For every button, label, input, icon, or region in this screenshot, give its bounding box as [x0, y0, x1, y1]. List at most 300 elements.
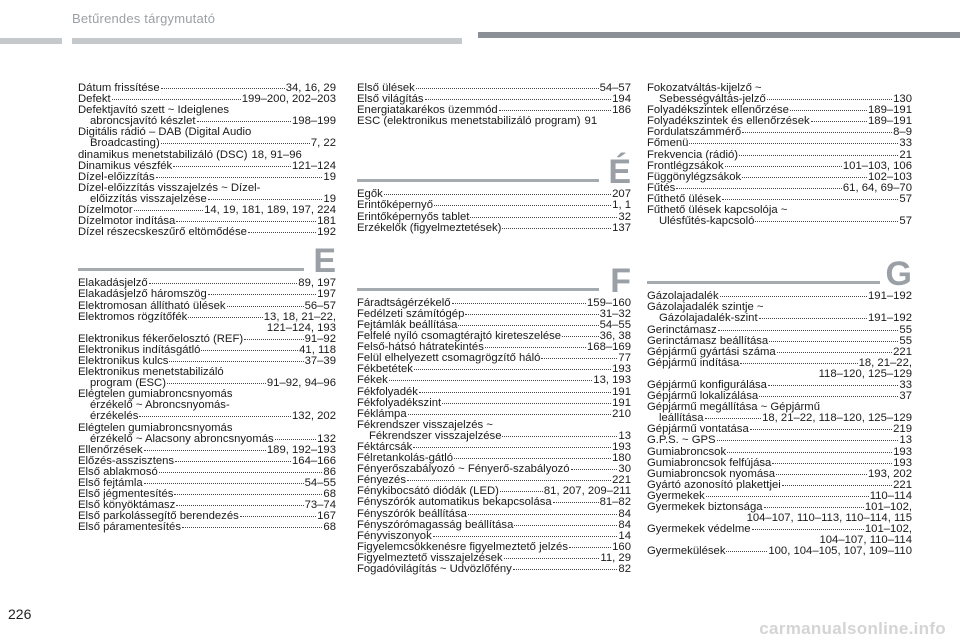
index-entry-pages: 21 — [899, 149, 912, 161]
index-entry-label: Első világítás — [357, 94, 424, 106]
index-entry-label: Fékrendszer visszajelzés ~ — [357, 419, 493, 431]
index-entry — [647, 105, 912, 116]
index-entry-label: Fokozatváltás-kijelző ~ — [647, 83, 762, 94]
index-entry-pages: 164–166 — [292, 455, 336, 467]
index-entry-label: Fékbetétek — [357, 364, 413, 376]
index-entry-label: Félretankolás-gátló — [357, 453, 454, 465]
index-entry — [647, 424, 912, 435]
index-entry — [357, 453, 631, 464]
index-entry-label: Függönylégzsákok — [647, 171, 742, 183]
index-entry — [357, 520, 631, 531]
dot-leader — [182, 526, 322, 528]
dot-leader — [553, 501, 599, 503]
letter-heading-g — [647, 255, 912, 294]
index-entry-label: Fényszórók automatikus bekapcsolása — [357, 497, 552, 509]
index-entry-label: Fényerőszabályozó ~ Fényerő-szabályozó — [357, 464, 570, 476]
index-entry — [647, 116, 912, 127]
index-entry-label: Fényviszonyok — [357, 530, 432, 542]
index-entry — [78, 478, 336, 489]
letter-e: E — [313, 242, 336, 281]
index-entry-label: érzékelő ~ Alacsony abroncsnyomás — [90, 433, 274, 445]
index-entry — [357, 387, 631, 398]
index-entry-label: Fékrendszer visszajelzése — [369, 430, 502, 442]
index-entry-label: érzékelés — [90, 411, 139, 423]
index-entry — [647, 336, 912, 347]
index-entry-pages: 219 — [893, 424, 912, 436]
index-entry-label: Fejtámlák beállítása — [357, 319, 458, 331]
index-group-f-cont — [647, 83, 912, 227]
dot-leader — [452, 302, 586, 304]
index-entry-pages: 104–107, 110–114 — [819, 535, 912, 547]
index-group-f — [357, 298, 631, 575]
index-entry-label: Gépjármű indítása — [647, 357, 740, 369]
index-entry-pages: 33 — [899, 138, 912, 150]
index-entry — [647, 313, 912, 324]
index-entry-label: ESC (elektronikus menetstabilizáló program) — [357, 116, 581, 128]
index-entry — [357, 309, 631, 320]
dot-leader — [208, 198, 323, 200]
index-entry — [78, 83, 336, 94]
letter-heading-e — [78, 242, 336, 281]
dot-leader — [433, 535, 618, 537]
dot-leader — [782, 484, 892, 486]
dot-leader — [769, 340, 898, 342]
dot-leader — [764, 506, 864, 508]
dot-leader — [414, 368, 611, 370]
index-entry-label: Gyártó azonosító plakettjei — [647, 479, 781, 491]
index-entry-pages: 19 — [323, 171, 336, 183]
index-entry-label: Első páramentesítés — [78, 522, 181, 534]
index-entry — [357, 564, 631, 575]
index-entry — [647, 172, 912, 183]
index-entry-pages: 86 — [323, 466, 336, 478]
index-entry-pages: 14 — [618, 530, 631, 542]
index-entry-pages: 82 — [618, 564, 631, 575]
index-entry — [647, 546, 912, 557]
index-entry-label: Elektronikus fékerőelosztó (REF) — [78, 333, 244, 345]
dot-leader — [465, 313, 598, 315]
dot-leader — [240, 515, 316, 517]
dot-leader — [742, 176, 867, 178]
index-entry-pages: 13, 193 — [593, 375, 631, 387]
index-entry-label: Elektronikus menetstabilizáló — [78, 367, 224, 379]
index-entry — [357, 531, 631, 542]
index-entry-label: Előzés-asszisztens — [78, 455, 175, 467]
index-entry — [78, 389, 336, 400]
index-entry — [78, 116, 336, 127]
dot-leader — [169, 360, 303, 362]
index-entry-label: Fékek — [357, 375, 388, 387]
index-entry — [78, 467, 336, 478]
dot-leader — [419, 391, 611, 393]
index-group-e — [78, 278, 336, 533]
letter-rule — [647, 281, 880, 284]
dot-leader — [454, 457, 611, 459]
index-entry-pages: 194 — [612, 94, 631, 106]
index-entry — [647, 469, 912, 480]
index-entry-label: Frontlégzsákok — [647, 160, 724, 172]
index-entry-label: Első jégmentesítés — [78, 489, 174, 501]
index-entry-label: Gumiabroncsok nyomása — [647, 468, 776, 480]
index-group-g — [647, 291, 912, 557]
index-entry-label: Elektromosan állítható ülések — [78, 300, 226, 312]
watermark: carmanualsonline.info — [759, 619, 946, 638]
index-entry — [78, 227, 336, 238]
index-entry-label: Elégtelen gumiabroncsnyomás — [78, 389, 233, 401]
index-entry-pages: 91–92, 94–96 — [266, 378, 336, 390]
dot-leader — [776, 473, 867, 475]
dot-leader — [149, 282, 298, 284]
index-entry-pages: 68 — [323, 522, 336, 534]
index-entry-pages: 84 — [618, 508, 631, 520]
index-entry — [357, 398, 631, 409]
index-entry-pages: 193, 202 — [868, 468, 912, 480]
dot-leader — [174, 493, 322, 495]
index-entry-label: G.P.S. ~ GPS — [647, 435, 716, 447]
index-entry — [78, 289, 336, 300]
index-entry — [78, 172, 336, 183]
dot-leader — [416, 87, 599, 89]
index-entry-pages: 55 — [899, 335, 912, 347]
dot-leader — [706, 495, 869, 497]
dot-leader — [176, 504, 303, 506]
index-entry-label: Fűtés — [647, 182, 676, 194]
dot-leader — [750, 428, 892, 430]
index-entry-pages: 189–191 — [868, 116, 912, 128]
index-entry — [647, 302, 912, 313]
index-entry — [78, 334, 336, 345]
index-entry — [78, 434, 336, 445]
index-entry-label: dinamikus menetstabilizáló (DSC) — [78, 149, 248, 161]
index-entry — [647, 94, 912, 105]
index-entry — [647, 291, 912, 302]
index-entry-label: Gyermekek biztonsága — [647, 502, 763, 513]
index-entry-pages: 61, 64, 69–70 — [842, 182, 912, 194]
index-entry — [357, 353, 631, 364]
dot-leader — [434, 204, 611, 206]
index-entry-label: Fűthető ülések kapcsolója ~ — [647, 205, 788, 217]
index-entry — [78, 345, 336, 356]
index-entry-pages: 160 — [612, 541, 631, 553]
index-entry — [78, 216, 336, 227]
dot-leader — [408, 413, 612, 415]
index-entry — [357, 364, 631, 375]
dot-leader — [772, 462, 892, 464]
dot-leader — [739, 154, 898, 156]
dot-leader — [188, 316, 263, 318]
index-entry-label: Fényszórók beállítása — [357, 508, 467, 520]
letter-g: G — [885, 255, 912, 294]
dot-leader — [244, 338, 303, 340]
dot-leader — [156, 176, 323, 178]
index-entry-label: érzékelő ~ Abroncsnyomás- — [90, 400, 230, 412]
index-entry — [357, 542, 631, 553]
dot-leader — [502, 227, 611, 229]
index-entry-label: Fényszórómagasság beállítása — [357, 519, 514, 531]
dot-leader — [425, 98, 612, 100]
index-entry — [357, 497, 631, 508]
index-entry — [647, 502, 912, 513]
index-entry-label: Gumiabroncsok felfújása — [647, 457, 772, 469]
index-entry-pages: 13, 18, 21–22, — [263, 311, 336, 323]
dot-leader — [689, 142, 898, 144]
letter-heading-e-acute — [357, 153, 631, 192]
index-entry — [647, 447, 912, 458]
index-entry-label: Figyelemcsökkenésre figyelmeztető jelzés — [357, 541, 568, 553]
index-entry-pages: 221 — [893, 346, 912, 358]
index-entry-pages: 130 — [893, 94, 912, 106]
index-entry-label: Felfelé nyíló csomagtérajtó kireteszelése — [357, 331, 562, 343]
dot-leader — [413, 446, 611, 448]
index-entry-label: Elakadásjelző háromszög — [78, 289, 207, 301]
dot-leader — [705, 417, 761, 419]
index-entry — [357, 223, 631, 234]
index-entry-pages: 81–82 — [599, 497, 631, 509]
index-entry-pages: 13 — [899, 435, 912, 447]
index-entry-pages: 207 — [612, 189, 631, 201]
index-entry-label: Gépjármű gyártási száma — [647, 346, 776, 358]
index-entry-label: Gázolajadalék — [647, 291, 719, 303]
index-entry-pages: 89, 197 — [298, 278, 336, 290]
index-entry — [647, 205, 912, 216]
index-entry-pages: 41, 118 — [299, 344, 336, 356]
index-entry-pages: 18, 91–96 — [251, 149, 302, 161]
index-entry-pages: 197 — [317, 289, 336, 301]
index-entry-pages: 118–120, 125–129 — [818, 368, 912, 380]
index-entry — [357, 212, 631, 223]
dot-leader — [389, 379, 593, 381]
index-entry — [78, 511, 336, 522]
index-entry — [78, 194, 336, 205]
dot-leader — [161, 87, 285, 89]
dot-leader — [134, 209, 203, 211]
index-entry-label: Felül elhelyezett csomagrögzítő háló — [357, 353, 541, 365]
index-entry-label: Elektronikus kulcs — [78, 355, 169, 367]
index-entry-pages: 102–103 — [868, 171, 912, 183]
index-entry-label: Dízel részecskeszűrő eltömődése — [78, 227, 247, 239]
index-entry-pages: 18, 21–22, — [858, 357, 912, 369]
index-entry-pages: 132 — [317, 433, 336, 445]
index-entry — [647, 413, 912, 424]
index-entry-pages: 84 — [618, 519, 631, 531]
index-entry — [647, 161, 912, 172]
index-entry-label: Dízelmotor — [78, 205, 133, 217]
index-entry-label: előizzítás visszajelzése — [90, 193, 207, 205]
index-entry-label: Digitális rádió – DAB (Digital Audio — [78, 127, 252, 139]
dot-leader — [768, 384, 898, 386]
index-entry-pages: 7, 22 — [310, 138, 336, 150]
dot-leader — [275, 438, 316, 440]
dot-leader — [208, 293, 316, 295]
index-entry-pages: 13 — [618, 430, 631, 442]
index-entry-pages: 168–169 — [587, 342, 631, 354]
index-entry-pages: 101–102, — [864, 502, 912, 513]
index-entry — [78, 150, 336, 161]
index-entry-pages: 101–103, 106 — [842, 160, 912, 172]
index-entry-label: Első ülések — [357, 83, 415, 94]
index-entry — [357, 420, 631, 431]
index-group-e-acute — [357, 189, 631, 233]
index-entry-pages: 37–39 — [304, 355, 336, 367]
index-entry — [357, 298, 631, 309]
index-entry-pages: 100, 104–105, 107, 109–110 — [768, 546, 912, 558]
dot-leader — [468, 513, 618, 515]
letter-f: F — [610, 261, 631, 300]
index-entry — [647, 194, 912, 205]
index-entry-label: Dátum frissítése — [78, 83, 160, 94]
header-bar-middle — [72, 38, 462, 44]
dot-leader — [725, 165, 842, 167]
index-entry — [357, 189, 631, 200]
index-entry — [357, 105, 631, 116]
page-number: 226 — [8, 606, 32, 622]
index-entry — [357, 486, 631, 497]
dot-leader — [777, 351, 892, 353]
dot-leader — [407, 479, 611, 481]
index-entry-pages: 198–199 — [292, 116, 336, 128]
header-bar-right — [478, 32, 960, 38]
dot-leader — [569, 546, 611, 548]
index-entry-pages: 32 — [618, 211, 631, 223]
index-entry-pages: 189–191 — [868, 105, 912, 117]
index-entry — [357, 342, 631, 353]
dot-leader — [752, 528, 864, 530]
index-entry — [357, 320, 631, 331]
index-entry-continuation — [78, 323, 336, 334]
dot-leader — [470, 216, 617, 218]
dot-leader — [502, 435, 617, 437]
dot-leader — [167, 382, 266, 384]
index-entry — [78, 400, 336, 411]
index-column-3 — [647, 83, 912, 557]
dot-leader — [759, 317, 867, 319]
dot-leader — [176, 220, 316, 222]
index-entry-label: Fogadóvilágítás ~ Üdvözlőfény — [357, 564, 512, 575]
index-entry — [357, 475, 631, 486]
index-entry-pages: 137 — [612, 222, 631, 234]
index-entry — [647, 435, 912, 446]
index-entry-label: Féklámpa — [357, 408, 407, 420]
index-entry-pages: 193 — [612, 364, 631, 376]
dot-leader — [514, 524, 617, 526]
dot-leader — [197, 120, 292, 122]
dot-leader — [759, 395, 898, 397]
index-entry-label: program (ESC) — [90, 378, 166, 390]
page-header-title: Betűrendes tárgymutató — [72, 11, 216, 26]
index-entry — [357, 431, 631, 442]
index-entry — [647, 216, 912, 227]
letter-rule — [357, 288, 599, 291]
index-entry-label: Dízel-előizzítás visszajelzés ~ Dízel- — [78, 182, 261, 194]
index-entry — [647, 358, 912, 369]
dot-leader — [720, 295, 867, 297]
index-entry-pages: 121–124 — [292, 160, 336, 172]
index-entry — [78, 312, 336, 323]
index-entry-label: Fénykibocsátó diódák (LED) — [357, 486, 499, 498]
index-entry-label: Folyadékszintek ellenőrzése — [647, 105, 789, 117]
index-entry-label: Gépjármű lokalizálása — [647, 391, 759, 403]
dot-leader — [571, 468, 618, 470]
index-entry-label: leállítása — [659, 413, 704, 425]
index-entry-pages: 34, 16, 29 — [285, 83, 336, 94]
index-entry-pages: 193 — [893, 446, 912, 458]
letter-rule — [357, 179, 599, 182]
index-entry-continuation — [647, 369, 912, 380]
index-entry-pages: 221 — [893, 479, 912, 491]
index-entry-pages: 55 — [899, 324, 912, 336]
index-entry-label: Broadcasting) — [90, 138, 160, 150]
letter-e-acute: É — [608, 153, 631, 192]
index-entry-pages: 101–102, — [864, 524, 912, 536]
index-entry — [357, 375, 631, 386]
index-entry-label: Folyadékszintek és ellenőrzések — [647, 116, 810, 128]
index-entry — [357, 83, 631, 94]
index-entry — [78, 278, 336, 289]
index-entry — [647, 150, 912, 161]
index-entry — [78, 94, 336, 105]
index-entry-label: Fényezés — [357, 475, 406, 487]
dot-leader — [173, 165, 291, 167]
index-entry-pages: 193 — [612, 441, 631, 453]
index-entry — [78, 500, 336, 511]
index-entry-pages: 8–9 — [893, 127, 912, 139]
index-entry-label: Fordulatszámmérő — [647, 127, 742, 139]
index-entry-pages: 57 — [899, 193, 912, 205]
index-entry — [357, 116, 631, 127]
dot-leader — [513, 568, 618, 570]
index-entry-pages: 199–200, 202–203 — [241, 94, 336, 106]
index-entry-label: Ellenőrzések — [78, 444, 143, 456]
index-entry-pages: 81, 207, 209–211 — [543, 486, 631, 498]
index-entry-label: Gyermekülések — [647, 546, 726, 558]
index-entry — [78, 378, 336, 389]
index-entry-label: Gépjármű konfigurálása — [647, 379, 767, 391]
dot-leader — [175, 460, 291, 462]
index-entry — [78, 105, 336, 116]
index-entry — [78, 138, 336, 149]
dot-leader — [504, 557, 600, 559]
index-entry-pages: 73–74 — [304, 500, 336, 512]
index-entry — [647, 127, 912, 138]
index-entry-pages: 57 — [899, 216, 912, 228]
index-entry-label: Főmenü — [647, 138, 689, 150]
index-entry — [78, 489, 336, 500]
index-entry — [78, 411, 336, 422]
index-entry-pages: 54–55 — [599, 319, 631, 331]
dot-leader — [811, 120, 867, 122]
index-entry — [647, 391, 912, 402]
index-entry-pages: 181 — [317, 216, 336, 228]
index-entry-pages: 14, 19, 181, 189, 197, 224 — [204, 205, 336, 217]
index-entry-pages: 1, 1 — [612, 200, 631, 212]
index-entry-label: Első parkolássegítő berendezés — [78, 511, 239, 523]
index-entry-continuation — [647, 513, 912, 524]
index-entry — [78, 356, 336, 367]
index-entry — [78, 301, 336, 312]
index-entry-label: Gumiabroncsok — [647, 446, 727, 458]
index-entry-label: Dízelmotor indítása — [78, 216, 176, 228]
index-entry-label: abroncsjavító készlet — [90, 116, 196, 128]
dot-leader — [159, 471, 323, 473]
index-entry — [78, 161, 336, 172]
index-entry — [78, 183, 336, 194]
index-entry-label: Gerinctámasz beállítása — [647, 335, 769, 347]
index-entry — [78, 423, 336, 434]
index-entry-label: Ülésfűtés-kapcsoló — [659, 216, 755, 228]
index-entry-pages: 191 — [612, 386, 631, 398]
index-entry-label: Féktárcsák — [357, 441, 413, 453]
index-entry-label: Érintőképernyős tablet — [357, 211, 470, 223]
